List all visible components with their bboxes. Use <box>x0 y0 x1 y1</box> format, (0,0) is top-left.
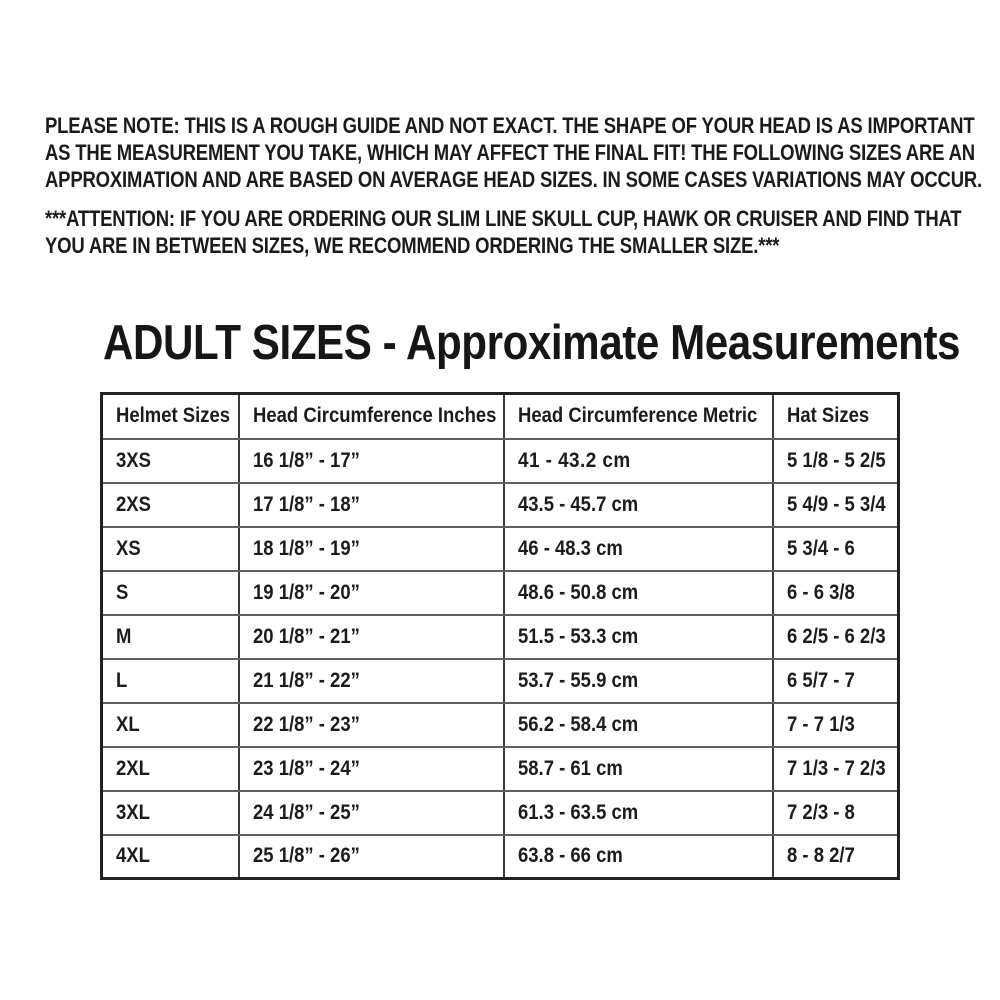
cell-helmet-size <box>102 659 239 703</box>
cell-metric <box>504 703 773 747</box>
cell-helmet-size <box>102 483 239 527</box>
table-header-row <box>102 394 899 439</box>
cell-helmet-size <box>102 527 239 571</box>
metric-text: 46 - 48.3 cm <box>517 536 623 560</box>
helmet-size-text: S <box>116 580 129 604</box>
cell-inches <box>239 791 504 835</box>
cell-inches <box>239 439 504 483</box>
cell-hat-size <box>773 439 899 483</box>
adult-sizes-table <box>100 392 900 880</box>
note-attention <box>45 205 961 259</box>
hat-size-text: 5 1/8 - 5 2/5 <box>786 448 886 472</box>
column-header-hat-sizes <box>773 394 899 439</box>
note-line: AS THE MEASUREMENT YOU TAKE, WHICH MAY AFFECT THE FINAL FIT! THE FOLLOWING SIZES ARE AN <box>45 140 975 165</box>
hat-size-text: 7 - 7 1/3 <box>786 712 855 736</box>
metric-text: 63.8 - 66 cm <box>517 844 623 868</box>
hat-size-text: 5 3/4 - 6 <box>786 536 855 560</box>
cell-helmet-size <box>102 615 239 659</box>
cell-hat-size <box>773 747 899 791</box>
header-text: Helmet Sizes <box>116 404 231 428</box>
inches-text: 22 1/8” - 23” <box>252 712 360 736</box>
note-rough-guide <box>45 112 982 193</box>
cell-helmet-size <box>102 835 239 879</box>
helmet-size-text: L <box>116 668 128 692</box>
table-row <box>102 483 899 527</box>
hat-size-text: 6 2/5 - 6 2/3 <box>786 624 886 648</box>
cell-helmet-size <box>102 571 239 615</box>
cell-metric <box>504 835 773 879</box>
inches-text: 16 1/8” - 17” <box>252 448 360 472</box>
cell-metric <box>504 439 773 483</box>
cell-hat-size <box>773 483 899 527</box>
helmet-size-text: XS <box>116 536 141 560</box>
metric-text: 61.3 - 63.5 cm <box>517 800 638 824</box>
cell-metric <box>504 527 773 571</box>
hat-size-text: 5 4/9 - 5 3/4 <box>786 492 886 516</box>
cell-helmet-size <box>102 747 239 791</box>
helmet-size-text: XL <box>116 712 140 736</box>
metric-text: 48.6 - 50.8 cm <box>517 580 638 604</box>
table-row <box>102 791 899 835</box>
table-row <box>102 659 899 703</box>
metric-text: 41 - 43.2 cm <box>517 448 631 472</box>
cell-metric <box>504 571 773 615</box>
inches-text: 24 1/8” - 25” <box>252 800 360 824</box>
inches-text: 20 1/8” - 21” <box>252 624 360 648</box>
cell-hat-size <box>773 703 899 747</box>
cell-metric <box>504 659 773 703</box>
header-text: Head Circumference Metric <box>517 404 757 428</box>
header-text: Head Circumference Inches <box>252 404 496 428</box>
hat-size-text: 8 - 8 2/7 <box>786 844 855 868</box>
column-header-helmet-sizes <box>102 394 239 439</box>
helmet-size-text: 2XL <box>116 756 150 780</box>
cell-helmet-size <box>102 791 239 835</box>
inches-text: 25 1/8” - 26” <box>252 844 360 868</box>
inches-text: 19 1/8” - 20” <box>252 580 360 604</box>
note-line: APPROXIMATION AND ARE BASED ON AVERAGE HEAD SIZES. IN SOME CASES VARIATIONS MAY OCCUR. <box>45 167 983 192</box>
note-line: PLEASE NOTE: THIS IS A ROUGH GUIDE AND NOT EXACT. THE SHAPE OF YOUR HEAD IS AS IMPORTANT <box>45 113 975 138</box>
cell-inches <box>239 747 504 791</box>
column-header-metric <box>504 394 773 439</box>
helmet-size-text: M <box>116 624 132 648</box>
page-title: ADULT SIZES - Approximate Measurements <box>103 316 961 370</box>
helmet-size-text: 3XS <box>116 448 151 472</box>
metric-text: 58.7 - 61 cm <box>517 756 623 780</box>
inches-text: 21 1/8” - 22” <box>252 668 360 692</box>
cell-metric <box>504 483 773 527</box>
inches-text: 17 1/8” - 18” <box>252 492 360 516</box>
cell-inches <box>239 835 504 879</box>
table-row <box>102 439 899 483</box>
column-header-inches <box>239 394 504 439</box>
cell-inches <box>239 483 504 527</box>
table-row <box>102 527 899 571</box>
cell-hat-size <box>773 527 899 571</box>
metric-text: 43.5 - 45.7 cm <box>517 492 638 516</box>
inches-text: 23 1/8” - 24” <box>252 756 360 780</box>
note-line: YOU ARE IN BETWEEN SIZES, WE RECOMMEND ORDERING THE SMALLER SIZE.*** <box>45 233 780 258</box>
hat-size-text: 7 1/3 - 7 2/3 <box>786 756 886 780</box>
metric-text: 56.2 - 58.4 cm <box>517 712 638 736</box>
cell-inches <box>239 571 504 615</box>
table-row <box>102 703 899 747</box>
header-text: Hat Sizes <box>786 404 869 428</box>
table-row <box>102 571 899 615</box>
table-row <box>102 747 899 791</box>
cell-inches <box>239 527 504 571</box>
cell-metric <box>504 615 773 659</box>
cell-hat-size <box>773 835 899 879</box>
hat-size-text: 6 - 6 3/8 <box>786 580 855 604</box>
helmet-size-text: 3XL <box>116 800 150 824</box>
cell-hat-size <box>773 791 899 835</box>
inches-text: 18 1/8” - 19” <box>252 536 360 560</box>
cell-inches <box>239 659 504 703</box>
cell-metric <box>504 747 773 791</box>
cell-metric <box>504 791 773 835</box>
note-line: ***ATTENTION: IF YOU ARE ORDERING OUR SLIM LINE SKULL CUP, HAWK OR CRUISER AND FIND THAT <box>45 206 962 231</box>
table-row <box>102 615 899 659</box>
hat-size-text: 7 2/3 - 8 <box>786 800 855 824</box>
hat-size-text: 6 5/7 - 7 <box>786 668 855 692</box>
cell-hat-size <box>773 571 899 615</box>
cell-inches <box>239 703 504 747</box>
cell-hat-size <box>773 659 899 703</box>
metric-text: 51.5 - 53.3 cm <box>517 624 638 648</box>
helmet-size-text: 4XL <box>116 844 150 868</box>
cell-helmet-size <box>102 439 239 483</box>
cell-hat-size <box>773 615 899 659</box>
metric-text: 53.7 - 55.9 cm <box>517 668 638 692</box>
cell-inches <box>239 615 504 659</box>
table-row <box>102 835 899 879</box>
cell-helmet-size <box>102 703 239 747</box>
helmet-size-text: 2XS <box>116 492 151 516</box>
